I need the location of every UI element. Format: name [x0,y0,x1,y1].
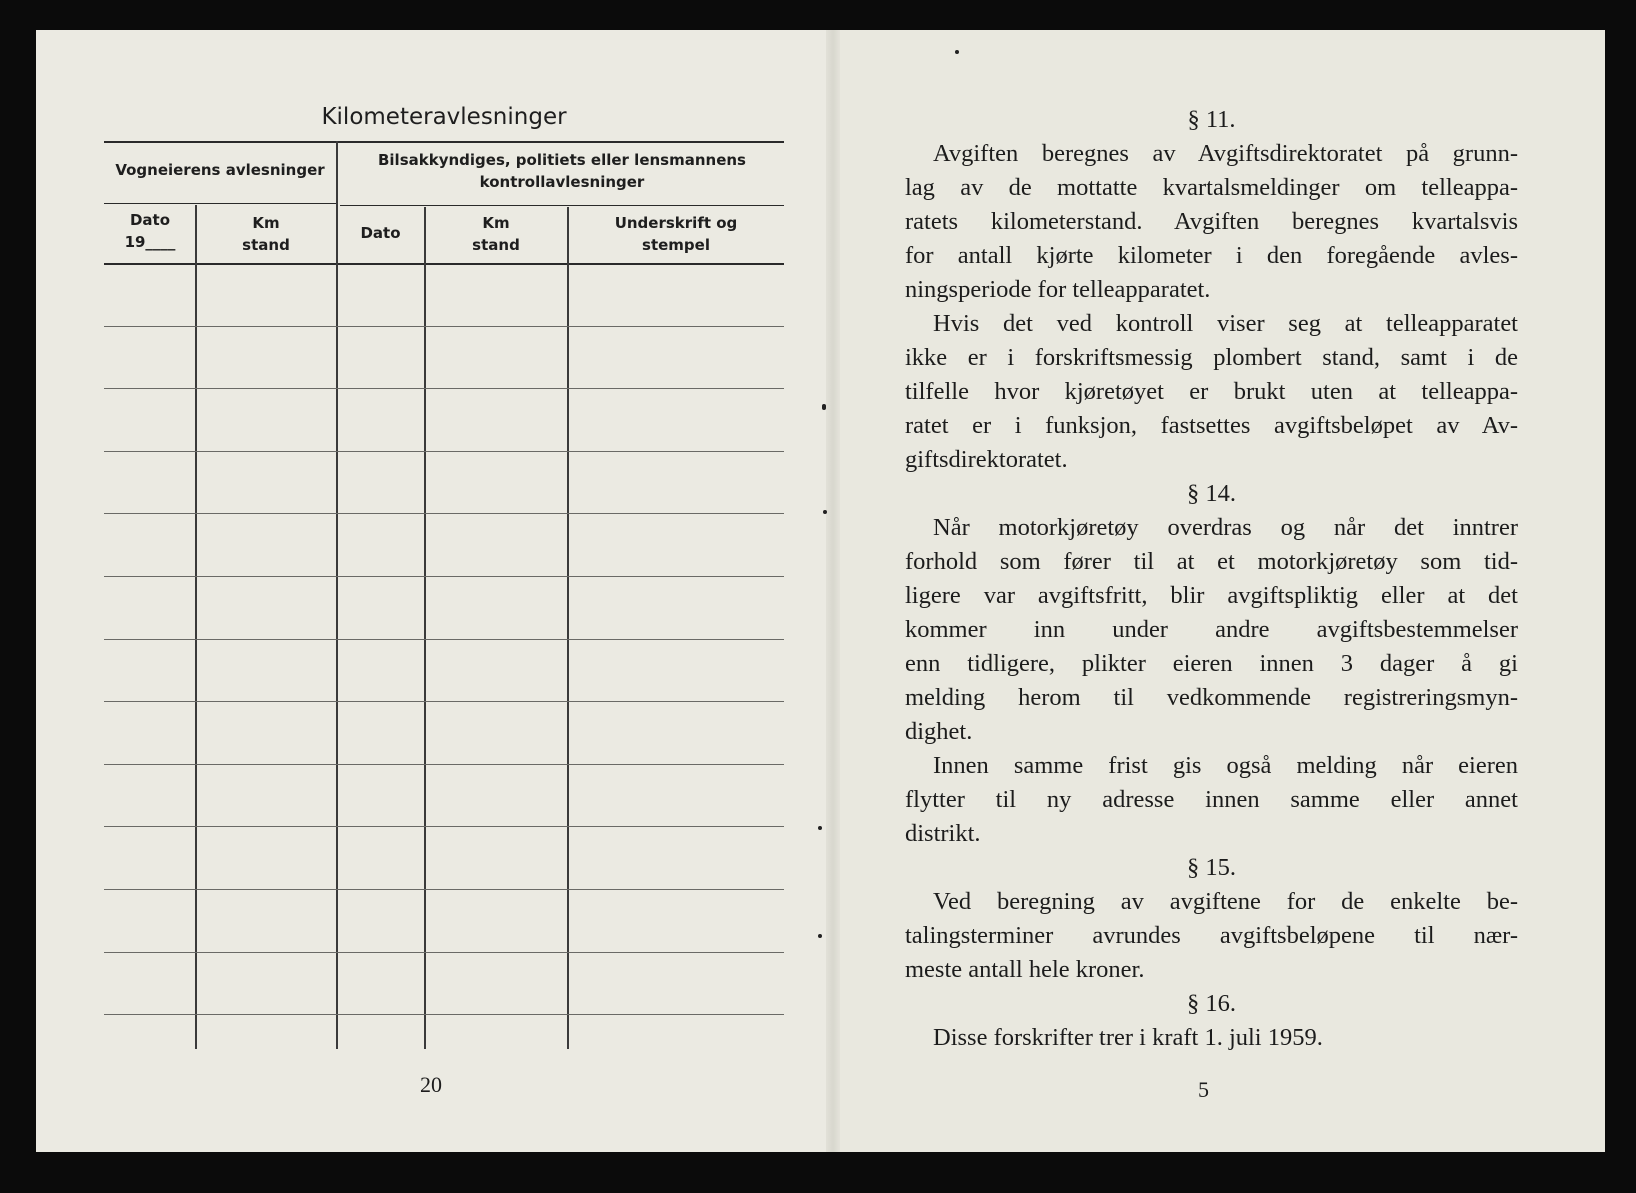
section-heading: § 16. [1187,990,1236,1017]
column-divider [424,207,426,1049]
text-line: Avgiften beregnes av Avgiftsdirektoratet på grunn- [933,140,1518,167]
col-control-km-line1: Km [482,214,510,232]
print-speck [818,826,822,830]
column-divider [567,207,569,1049]
table-row-rule [104,513,784,514]
header-control-readings [340,149,784,193]
table-top-rule [104,141,784,143]
left-page [36,30,832,1152]
page-number-left: 20 [420,1072,442,1097]
col-signature-line1: Underskrift og [614,214,738,232]
text-line: Hvis det ved kontroll viser seg at telleapparatet [933,310,1518,337]
col-control-km [425,212,567,256]
text-line: meste antall hele kroner. [905,956,1145,983]
text-line: distrikt. [905,820,981,847]
text-line: Innen samme frist gis også melding når eieren [933,752,1518,779]
text-line: ratet er i funksjon, fastsettes avgiftsbeløpet av Av- [905,412,1518,439]
print-speck [823,510,827,514]
text-line: giftsdirektoratet. [905,446,1068,473]
col-owner-date [104,209,196,253]
col-signature-line2: stempel [642,236,710,254]
header-control-line1: Bilsakkyndiges, politiets eller lensmannens [377,151,746,169]
table-row-rule [104,764,784,765]
col-signature [568,212,784,256]
col-owner-date-label: Dato [129,211,171,229]
text-line: tilfelle hvor kjøretøyet er brukt uten at telleappa- [905,378,1518,405]
table-row-rule [104,326,784,327]
text-line: Når motorkjøretøy overdras og når det inntrer [933,514,1518,541]
text-line: lag av de mottatte kvartalsmeldinger om telleappa- [905,174,1518,201]
table-row-rule [104,1014,784,1015]
text-line: ningsperiode for telleapparatet. [905,276,1211,303]
text-line: for antall kjørte kilometer i den foregående avles- [905,242,1518,269]
table-row-rule [104,451,784,452]
paragraph [905,511,1518,749]
section-heading: § 15. [1187,854,1236,881]
page-gutter [826,30,840,1152]
text-line: ratets kilometerstand. Avgiften beregnes kvartalsvis [905,208,1518,235]
col-owner-date-year: 19____ [124,233,176,251]
table-row-rule [104,639,784,640]
print-speck [818,934,822,938]
text-line: kommer inn under andre avgiftsbestemmelser [905,616,1518,643]
header-bottom-rule [104,263,784,265]
paragraph [905,307,1518,477]
text-line: flytter til ny adresse innen samme eller annet [905,786,1518,813]
col-owner-km-line2: stand [242,236,290,254]
table-row-rule [104,889,784,890]
regulations-text [905,103,1518,1055]
text-line: talingsterminer avrundes avgiftsbeløpene til nær- [905,922,1518,949]
section-heading: § 14. [1187,480,1236,507]
table-row-rule [104,826,784,827]
group-divider [336,141,338,1049]
col-control-km-line2: stand [472,236,520,254]
text-line: Ved beregning av avgiftene for de enkelte be- [933,888,1518,915]
table-row-rule [104,388,784,389]
text-line: Disse forskrifter trer i kraft 1. juli 1959. [933,1024,1323,1051]
header-owner-readings: Vogneierens avlesninger [115,161,325,179]
paragraph [905,885,1518,987]
column-divider [195,205,197,1049]
text-line: melding herom til vedkommende registreringsmyn- [905,684,1518,711]
text-line: enn tidligere, plikter eieren innen 3 dager å gi [905,650,1518,677]
control-subheader-rule [340,205,784,206]
section-heading: § 11. [1187,106,1236,133]
table-title: Kilometeravlesninger [321,104,567,130]
text-line: forhold som fører til at et motorkjøretøy som tid- [905,548,1518,575]
owner-subheader-rule [104,203,336,204]
table-row-rule [104,952,784,953]
header-control-line2: kontrollavlesninger [479,173,645,191]
text-line: ikke er i forskriftsmessig plombert stand, samt i de [905,344,1518,371]
col-owner-km-line1: Km [252,214,280,232]
paragraph [905,1021,1518,1055]
page-number-right: 5 [1198,1077,1209,1102]
print-speck [822,404,826,410]
table-row-rule [104,701,784,702]
paragraph [905,749,1518,851]
table-row-rule [104,576,784,577]
text-line: ligere var avgiftsfritt, blir avgiftspliktig eller at det [905,582,1518,609]
print-speck [955,50,959,54]
text-line: dighet. [905,718,973,745]
paragraph [905,137,1518,307]
col-owner-km [196,212,336,256]
col-control-date: Dato [360,224,401,242]
